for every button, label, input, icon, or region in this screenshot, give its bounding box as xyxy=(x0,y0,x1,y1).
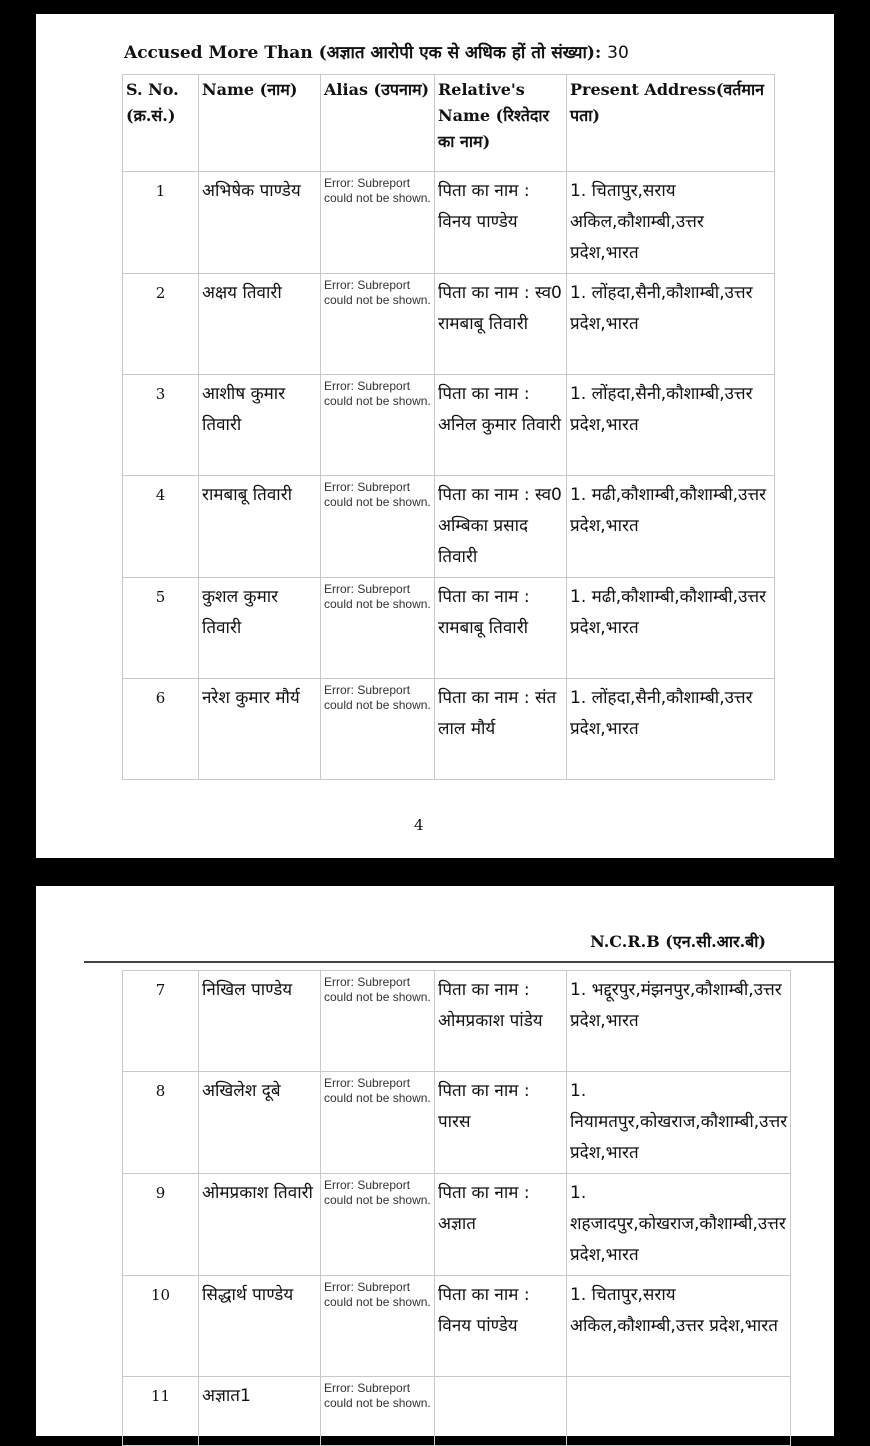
cell-alias: Error: Subreport could not be shown. xyxy=(321,1377,435,1446)
accused-count-value: 30 xyxy=(607,43,629,63)
cell-relative: पिता का नाम : अनिल कुमार तिवारी xyxy=(435,375,567,476)
cell-name: कुशल कुमार तिवारी xyxy=(199,578,321,679)
cell-name: अखिलेश दूबे xyxy=(199,1072,321,1174)
table-row xyxy=(123,679,775,780)
cell-sno: 7 xyxy=(123,971,199,1072)
cell-address: 1. चितापुर,सराय अकिल,कौशाम्बी,उत्तर प्रदेश,भारत xyxy=(567,1276,791,1377)
accused-table-page-1 xyxy=(122,74,775,780)
cell-address: 1. नियामतपुर,कोखराज,कौशाम्बी,उत्तर प्रदेश,भारत xyxy=(567,1072,791,1174)
cell-relative: पिता का नाम : अज्ञात xyxy=(435,1174,567,1276)
cell-alias: Error: Subreport could not be shown. xyxy=(321,1072,435,1174)
cell-relative: पिता का नाम : पारस xyxy=(435,1072,567,1174)
cell-relative: पिता का नाम : स्व0 अम्बिका प्रसाद तिवारी xyxy=(435,476,567,578)
cell-alias: Error: Subreport could not be shown. xyxy=(321,578,435,679)
cell-alias: Error: Subreport could not be shown. xyxy=(321,971,435,1072)
cell-name: नरेश कुमार मौर्य xyxy=(199,679,321,780)
header-divider xyxy=(84,961,834,963)
header-sno: S. No. (क्र.सं.) xyxy=(123,75,199,172)
cell-alias: Error: Subreport could not be shown. xyxy=(321,274,435,375)
cell-name: अज्ञात1 xyxy=(199,1377,321,1446)
ncrb-header: N.C.R.B (एन.सी.आर.बी) xyxy=(590,932,766,951)
cell-address: 1. भद्दूरपुर,मंझनपुर,कौशाम्बी,उत्तर प्रदेश,भारत xyxy=(567,971,791,1072)
cell-sno: 8 xyxy=(123,1072,199,1174)
table-row xyxy=(123,971,791,1072)
cell-sno: 9 xyxy=(123,1174,199,1276)
cell-address: 1. मढी,कौशाम्बी,कौशाम्बी,उत्तर प्रदेश,भारत xyxy=(567,476,775,578)
header-relative: Relative's Name (रिश्तेदार का नाम) xyxy=(435,75,567,172)
cell-address: 1. लोंहदा,सैनी,कौशाम्बी,उत्तर प्रदेश,भारत xyxy=(567,375,775,476)
accused-count-title xyxy=(124,40,629,63)
cell-sno: 6 xyxy=(123,679,199,780)
table-row xyxy=(123,1174,791,1276)
cell-address: 1. शहजादपुर,कोखराज,कौशाम्बी,उत्तर प्रदेश,भारत xyxy=(567,1174,791,1276)
table-row xyxy=(123,476,775,578)
cell-name: रामबाबू तिवारी xyxy=(199,476,321,578)
cell-address: 1. मढी,कौशाम्बी,कौशाम्बी,उत्तर प्रदेश,भारत xyxy=(567,578,775,679)
accused-count-label: Accused More Than (अज्ञात आरोपी एक से अधिक हों तो संख्या): xyxy=(124,43,602,63)
cell-alias: Error: Subreport could not be shown. xyxy=(321,679,435,780)
cell-relative: पिता का नाम : स्व0 रामबाबू तिवारी xyxy=(435,274,567,375)
cell-address: 1. चितापुर,सराय अकिल,कौशाम्बी,उत्तर प्रदेश,भारत xyxy=(567,172,775,274)
cell-relative: पिता का नाम : संत लाल मौर्य xyxy=(435,679,567,780)
cell-alias: Error: Subreport could not be shown. xyxy=(321,375,435,476)
cell-address: 1. लोंहदा,सैनी,कौशाम्बी,उत्तर प्रदेश,भारत xyxy=(567,679,775,780)
header-name: Name (नाम) xyxy=(199,75,321,172)
cell-name: ओमप्रकाश तिवारी xyxy=(199,1174,321,1276)
cell-sno: 5 xyxy=(123,578,199,679)
page-number: 4 xyxy=(414,816,424,834)
cell-sno: 4 xyxy=(123,476,199,578)
cell-name: अभिषेक पाण्डेय xyxy=(199,172,321,274)
cell-alias: Error: Subreport could not be shown. xyxy=(321,476,435,578)
cell-sno: 2 xyxy=(123,274,199,375)
header-address: Present Address(वर्तमान पता) xyxy=(567,75,775,172)
cell-relative: पिता का नाम : रामबाबू तिवारी xyxy=(435,578,567,679)
cell-relative: पिता का नाम : विनय पाण्डेय xyxy=(435,172,567,274)
cell-alias: Error: Subreport could not be shown. xyxy=(321,1276,435,1377)
cell-sno: 10 xyxy=(123,1276,199,1377)
cell-address: 1. लोंहदा,सैनी,कौशाम्बी,उत्तर प्रदेश,भारत xyxy=(567,274,775,375)
cell-alias: Error: Subreport could not be shown. xyxy=(321,172,435,274)
cell-sno: 11 xyxy=(123,1377,199,1446)
document-page-1 xyxy=(36,14,834,858)
cell-sno: 1 xyxy=(123,172,199,274)
table-row xyxy=(123,172,775,274)
cell-relative: पिता का नाम : ओमप्रकाश पांडेय xyxy=(435,971,567,1072)
table-row xyxy=(123,578,775,679)
table-header-row xyxy=(123,75,775,172)
table-row xyxy=(123,1276,791,1377)
cell-alias: Error: Subreport could not be shown. xyxy=(321,1174,435,1276)
cell-relative: पिता का नाम : विनय पांण्डेय xyxy=(435,1276,567,1377)
cell-name: अक्षय तिवारी xyxy=(199,274,321,375)
cell-relative xyxy=(435,1377,567,1446)
table-row xyxy=(123,1072,791,1174)
table-row xyxy=(123,1377,791,1446)
document-page-2 xyxy=(36,886,834,1436)
accused-table-page-2 xyxy=(122,970,791,1446)
cell-name: सिद्धार्थ पाण्डेय xyxy=(199,1276,321,1377)
cell-address xyxy=(567,1377,791,1446)
cell-name: आशीष कुमार तिवारी xyxy=(199,375,321,476)
table-row xyxy=(123,274,775,375)
table-row xyxy=(123,375,775,476)
header-alias: Alias (उपनाम) xyxy=(321,75,435,172)
cell-sno: 3 xyxy=(123,375,199,476)
cell-name: निखिल पाण्डेय xyxy=(199,971,321,1072)
